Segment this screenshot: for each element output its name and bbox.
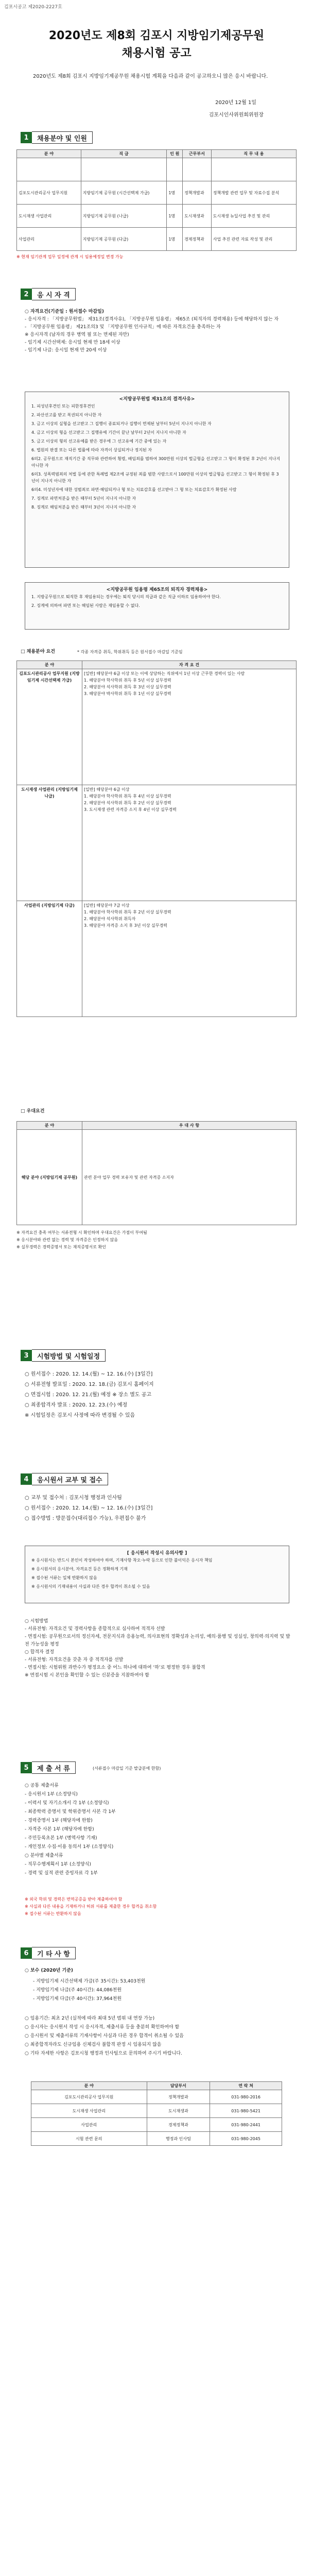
table-row — [17, 1130, 297, 1225]
section-number: 3 — [21, 1350, 32, 1361]
intro-paragraph: 2020년도 제8회 김포시 지방임기제공무원 채용시험 계획을 다음과 같이 공고하오니 많은 응시 바랍니다. — [33, 74, 268, 79]
application-line: ○ 교부 및 접수처 : 김포시청 행정과 인사팀 — [25, 1495, 122, 1501]
section-number: 2 — [21, 289, 32, 300]
section-label: 제 출 서 류 — [32, 1761, 76, 1774]
box-line: ※ 응시원서의 응시분야, 자격요건 등은 정확하게 기재 — [31, 1567, 128, 1571]
issuing-organization: 김포시인사위원회위원장 — [208, 112, 264, 118]
document-line: - 응시원서 1부 (소정양식) — [25, 1792, 78, 1797]
box-title: <지방공무원 임용령 제65조의 퇴직자 경력채용> — [106, 587, 208, 592]
table-cell: 관련 분야 업무 경력 보유자 및 관련 자격증 소지자 — [82, 1130, 297, 1225]
table-row — [17, 181, 297, 205]
application-notice-box — [25, 1546, 289, 1603]
qualification-line: ※ 응시자격 (남자의 경우 병역 필 또는 면제된 자만) — [25, 332, 129, 337]
application-lines — [25, 1493, 292, 1524]
requirements-title: □ 채용분야 요건 — [21, 649, 55, 654]
requirements-table — [16, 660, 297, 1017]
table-header: 분 야 — [17, 1122, 82, 1130]
qualification-line: - 「지방공무원 임용령」 제21조의3 및 「지방공무원 인사규칙」에 따른 자격요건을 충족하는 자 — [25, 325, 221, 330]
application-line: ○ 접수방법 : 방문접수(대리접수 가능), 우편접수 불가 — [25, 1516, 146, 1521]
table-cell: 정책개발과 — [183, 181, 212, 205]
schedule-line: ※ 시험일정은 김포시 사정에 따라 변경될 수 있음 — [25, 1413, 135, 1418]
recruitment-note: ※ 현재 임기관계 업무 일정에 관계 시 임용예정일 변경 가능 — [16, 255, 124, 259]
table-cell — [81, 158, 167, 181]
requirements-note: * 각종 자격증 취득, 학위취득 등은 원서접수 마감일 기준임 — [77, 650, 183, 654]
pay-line: - 지방임기제 시간선택제 가급(주 35시간): 53,403천원 — [33, 1979, 146, 1984]
box-line: 4. 금고 이상의 형을 선고받고 그 집행유예 기간이 끝난 날부터 2년이 지나지 아니한 자 — [31, 430, 186, 435]
section-label: 기 타 사 항 — [32, 1947, 76, 1959]
exam-method-line: - 서류전형: 자격요건 및 경력사항을 종합적으로 심사하여 적격자 선발 — [25, 1626, 165, 1632]
contact-table — [31, 2081, 282, 2146]
table-cell: 1명 — [167, 228, 183, 251]
table-cell: 사업관리 — [31, 2118, 147, 2132]
box-line: 6의2. 공무원으로 재직기간 중 직무와 관련하여 횡령, 배임죄를 범하여 300만원 이상의 벌금형을 선고받고 그 형이 확정된 후 2년이 지나지 아니한 자 — [31, 456, 282, 468]
schedule-lines — [25, 1369, 292, 1421]
table-row — [17, 901, 297, 1017]
disqualification-box — [25, 392, 289, 568]
box-lines — [25, 1556, 289, 1591]
announcement-date: 2020년 12월 1일 — [215, 100, 256, 106]
table-cell: 경제정책과 — [183, 228, 212, 251]
section-number: 5 — [21, 1762, 32, 1773]
box-line: 2. 징계에 의하여 파면 또는 해임된 사람은 재임용할 수 없다. — [31, 603, 140, 608]
preference-table-wrap — [16, 1121, 297, 1251]
table-header: 인 원 — [167, 150, 183, 158]
table-header: 분 야 — [31, 2082, 147, 2090]
table-cell: 031-980-2441 — [210, 2118, 282, 2132]
table-cell: 경제정책과 — [147, 2118, 210, 2132]
table-row — [17, 228, 297, 251]
section-1-heading — [21, 132, 93, 143]
qualification-line: - 응시자격 : 「지방공무원법」 제31조(결격사유), 「지방공무원 임용령」 제65조 (퇴직자의 경력채용) 등에 해당하지 않는 자 — [25, 317, 279, 322]
table-row — [31, 2118, 282, 2132]
table-cell: [일반] 해당분야 7급 이상 1. 해당분야 학사학위 취득 후 2년 이상 실무경력 2. 해당분야 석사학위 취득자 3. 해당분야 자격증 소지 후 3년 이상 실무경력 — [82, 901, 297, 1017]
preference-title: □ 우대요건 — [21, 1109, 45, 1114]
box-line: 6. 법원의 판결 또는 다른 법률에 따라 자격이 상실되거나 정지된 자 — [31, 448, 152, 452]
table-cell — [183, 158, 212, 181]
other-line: ○ 기타 자세한 사항은 김포시청 행정과 인사팀으로 문의하여 주시기 바랍니다. — [25, 2051, 182, 2056]
qualification-heading: ○ 자격요건(기준일 : 원서접수 마감일) — [25, 309, 104, 314]
qualification-line: - 임기제 나급: 응시일 현재 만 20세 이상 — [25, 348, 107, 353]
section-2-heading — [21, 289, 76, 300]
table-cell: 김포도시관리공사 업무지원 — [17, 181, 81, 205]
section-label: 시험방법 및 시험일정 — [32, 1349, 106, 1362]
table-cell: 1명 — [167, 205, 183, 228]
schedule-line: ○ 원서접수 : 2020. 12. 14.(월) ~ 12. 16.(수) [3일간] — [25, 1371, 153, 1377]
box-lines — [25, 592, 289, 610]
other-line: ○ 응시자는 응시원서 작성 시 응시자격, 제출서류 등을 충분히 확인하여야 함 — [25, 2025, 180, 2030]
other-line: ○ 임용기간: 최초 2년 (실적에 따라 최대 5년 범위 내 연장 가능) — [25, 2016, 155, 2021]
schedule-line: ○ 면접시험 : 2020. 12. 21.(월) 예정 ※ 장소 별도 공고 — [25, 1392, 152, 1398]
exam-method-line: ※ 면접시험 시 본인을 확인할 수 있는 신분증을 지참하여야 함 — [25, 1673, 149, 1678]
box-lines — [25, 402, 289, 512]
table-cell: 지방임기제 공무원 (다급) — [81, 228, 167, 251]
qualification-lines — [25, 316, 292, 354]
document-note: ※ 사실과 다른 내용을 기재하거나 허위 서류를 제출한 경우 합격을 취소함 — [25, 1904, 157, 1909]
schedule-line: ○ 최종합격자 발표 : 2020. 12. 23.(수) 예정 — [25, 1402, 128, 1408]
table-cell: 사업관리 — [17, 228, 81, 251]
table-cell: 도시재생 사업관리 (지방임기제 나급) — [17, 785, 82, 901]
exam-method-line: - 서류전형: 자격요건을 갖춘 자 중 적격자를 선발 — [25, 1657, 124, 1663]
preference-table — [16, 1121, 297, 1225]
table-cell: 031-980-2016 — [210, 2090, 282, 2104]
document-line: - 최종학력 증명서 및 학위증명서 사본 각 1부 — [25, 1809, 116, 1815]
document-line: - 자격증 사본 1부 (해당자에 한함) — [25, 1827, 94, 1832]
recruitment-table — [16, 149, 297, 251]
table-row — [17, 669, 297, 785]
application-line: ○ 원서접수 : 2020. 12. 14.(월) ~ 12. 16.(수) [3일간] — [25, 1505, 153, 1511]
box-title: <지방공무원법 제31조의 결격사유> — [119, 397, 195, 402]
table-row — [17, 158, 297, 181]
page-title: 2020년도 제8회 김포시 지방임기제공무원 — [48, 29, 265, 42]
qualification-line: - 임기제 시간선택제: 응시일 현재 만 18세 이상 — [25, 340, 120, 345]
exam-method-line: ○ 시험방법 — [25, 1619, 48, 1624]
document-note: ※ 외국 학위 및 경력은 번역공증을 받아 제출하여야 함 — [25, 1897, 123, 1902]
table-cell: 도시재생과 — [147, 2104, 210, 2118]
table-header: 담당부서 — [147, 2082, 210, 2090]
section-number: 6 — [21, 1947, 32, 1959]
table-cell: 031-980-5421 — [210, 2104, 282, 2118]
document-line: ○ 분야별 제출서류 — [25, 1853, 63, 1858]
table-header: 근무부서 — [183, 150, 212, 158]
preference-note: ※ 자격요건 충족 여부는 서류전형 시 확인하며 우대요건은 가점이 부여됨 — [16, 1230, 147, 1235]
box-line: 6의4. 미성년자에 대한 성범죄로 파면·해임되거나 형 또는 치료감호를 선고받아 그 형 또는 치료감호가 확정된 사람 — [31, 487, 237, 492]
pay-lines — [33, 1977, 290, 2004]
table-cell: 정책개발 관련 업무 및 자료수집 분석 — [211, 181, 296, 205]
box-line: 1. 지방공무원으로 퇴직한 후 재임용되는 경우에는 퇴직 당시의 직급과 같은 직급 이하로 임용하여야 한다. — [31, 595, 221, 599]
table-cell: 시험 관련 문의 — [31, 2132, 147, 2146]
box-line: 3. 금고 이상의 실형을 선고받고 그 집행이 종료되거나 집행이 면제된 날부터 5년이 지나지 아니한 자 — [31, 421, 212, 426]
document-line: - 경력 및 실적 관련 증빙자료 각 1부 — [25, 1871, 98, 1876]
table-cell: 김포도시관리공사 업무지원 (지방임기제 시간선택제 가급) — [17, 669, 82, 785]
table-cell: 도시재생 사업관리 — [17, 205, 81, 228]
document-line: - 개인정보 수집·이용 동의서 1부 (소정양식) — [25, 1844, 114, 1850]
exam-method-lines — [25, 1618, 292, 1680]
page-subtitle: 채용시험 공고 — [121, 47, 192, 60]
table-cell: [일반] 해당분야 6급 이상 또는 이에 상당하는 직위에서 1년 이상 근무한 경력이 있는 사람 1. 해당분야 학사학위 취득 후 5년 이상 실무경력 2. 해당분야 석사학위 취득 후 3년 이상 실무경력 3. 해당분야 박사학위 취득 후 1년 이상 실무경력 — [82, 669, 297, 785]
documents-notes — [25, 1896, 292, 1918]
table-cell: 사업관리 (지방임기제 다급) — [17, 901, 82, 1017]
box-line: 5. 금고 이상의 형의 선고유예를 받은 경우에 그 선고유예 기간 중에 있는 자 — [31, 439, 167, 444]
table-cell: [일반] 해당분야 6급 이상 1. 해당분야 학사학위 취득 후 4년 이상 실무경력 2. 해당분야 석사학위 취득 후 2년 이상 실무경력 3. 도시재생 관련 자격증 소지 후 4년 이상 실무경력 — [82, 785, 297, 901]
document-line: - 직무수행계획서 1부 (소정양식) — [25, 1862, 91, 1867]
table-cell: 해당 분야 (지방임기제 공무원) — [17, 1130, 82, 1225]
box-line: ※ 응시원서의 기재내용이 사실과 다른 경우 합격이 취소될 수 있음 — [31, 1584, 150, 1589]
box-line: 7. 징계로 파면처분을 받은 때부터 5년이 지나지 아니한 자 — [31, 496, 136, 501]
section-6-heading — [21, 1947, 76, 1959]
table-header: 직 무 내 용 — [211, 150, 296, 158]
table-row — [31, 2132, 282, 2146]
table-cell: 031-980-2045 — [210, 2132, 282, 2146]
table-cell: 정책개발과 — [147, 2090, 210, 2104]
document-line: - 주민등록초본 1부 (병역사항 기재) — [25, 1836, 97, 1841]
box-line: 1. 피성년후견인 또는 피한정후견인 — [31, 404, 95, 409]
box-line: ※ 응시원서는 반드시 본인이 작성하여야 하며, 기재사항 착오·누락 등으로 인한 불이익은 응시자 책임 — [31, 1558, 213, 1563]
section-label: 응 시 자 격 — [32, 288, 76, 300]
table-cell: 김포도시관리공사 업무지원 — [31, 2090, 147, 2104]
other-line: ○ 최종합격자라도 신규임용 신체검사 불합격 판정 시 임용되지 않음 — [25, 2042, 162, 2047]
document-line: - 이력서 및 자기소개서 각 1부 (소정양식) — [25, 1801, 109, 1806]
table-cell — [17, 158, 81, 181]
schedule-line: ○ 서류전형 발표일 : 2020. 12. 18.(금) 김포시 홈페이지 — [25, 1382, 154, 1387]
table-cell: 지방임기제 공무원 (나급) — [81, 205, 167, 228]
table-cell: 행정과 인사팀 — [147, 2132, 210, 2146]
preference-note: ※ 실무경력은 경력증명서 또는 재직증명서로 확인 — [16, 1245, 106, 1249]
document-line: ○ 공통 제출서류 — [25, 1783, 59, 1788]
pay-line: - 지방임기제 나급(주 40시간): 44,086천원 — [33, 1988, 122, 1993]
section-3-heading — [21, 1350, 106, 1361]
document-note: ※ 접수된 서류는 반환하지 않음 — [25, 1911, 81, 1916]
table-row — [31, 2090, 282, 2104]
section-4-heading — [21, 1473, 108, 1485]
section-5-heading — [21, 1762, 76, 1773]
pay-heading: ○ 보수 (2020년 기준) — [25, 1968, 73, 1973]
preference-note: ※ 응시분야와 관련 없는 경력 및 자격증은 인정하지 않음 — [16, 1238, 118, 1242]
box-line: 2. 파산선고를 받고 복권되지 아니한 자 — [31, 413, 102, 417]
exam-method-line: - 면접시험: 공무원으로서의 정신자세, 전문지식과 응용능력, 의사표현의 정확성과 논리성, 예의·품행 및 성실성, 창의력·의지력 및 발전 가능성을 평정 — [25, 1634, 290, 1647]
recruitment-table-wrap — [16, 149, 297, 260]
box-line: 8. 징계로 해임처분을 받은 때부터 3년이 지나지 아니한 자 — [31, 505, 136, 510]
table-cell: 도시재생 뉴딜사업 추진 및 관리 — [211, 205, 296, 228]
table-header: 연 락 처 — [210, 2082, 282, 2090]
contact-table-wrap — [31, 2081, 282, 2146]
qualification-block — [25, 308, 292, 354]
table-row — [17, 205, 297, 228]
table-cell: 도시재생 사업관리 — [31, 2104, 147, 2118]
table-cell: 1명 — [167, 181, 183, 205]
table-cell: 사업 추진 관련 자료 작성 및 관리 — [211, 228, 296, 251]
table-header: 우 대 사 항 — [82, 1122, 297, 1130]
announcement-number: 김포시공고 제2020-2227호 — [4, 5, 62, 10]
other-lines — [25, 2014, 292, 2058]
section-number: 4 — [21, 1473, 32, 1485]
table-cell — [211, 158, 296, 181]
section-label: 채용분야 및 인원 — [32, 131, 93, 144]
documents-lines — [25, 1782, 292, 1878]
pay-line: - 지방임기제 다급(주 40시간): 37,964천원 — [33, 1996, 122, 2002]
box-line: ※ 접수된 서류는 일체 반환하지 않음 — [31, 1575, 97, 1580]
table-header: 직 급 — [81, 150, 167, 158]
section-number: 1 — [21, 132, 32, 143]
table-row — [31, 2104, 282, 2118]
other-line: ○ 응시원서 및 제출서류의 기재사항이 사실과 다른 경우 합격이 취소될 수 있음 — [25, 2033, 184, 2039]
table-header: 자 격 요 건 — [82, 661, 297, 669]
exam-method-line: ○ 합격자 결정 — [25, 1650, 55, 1655]
box-title: [ 응시원서 작성시 유의사항 ] — [127, 1551, 187, 1556]
exam-method-line: - 면접시험: 시험위원 과반수가 평정요소 중 어느 하나에 대하여 ‘하’로 평정한 경우 불합격 — [25, 1665, 205, 1670]
retiree-box — [25, 582, 289, 630]
document-line: - 경력증명서 1부 (해당자에 한함) — [25, 1818, 93, 1823]
section-label: 응시원서 교부 및 접수 — [32, 1473, 108, 1485]
table-header: 분 야 — [17, 150, 81, 158]
table-cell: 도시재생과 — [183, 205, 212, 228]
table-header: 분 야 — [17, 661, 82, 669]
documents-note: (서류접수 마감일 기준 발급분에 한함) — [93, 1766, 161, 1771]
table-cell — [167, 158, 183, 181]
table-cell: 지방임기제 공무원 (시간선택제 가급) — [81, 181, 167, 205]
box-line: 6의3. 성폭력범죄의 처벌 등에 관한 특례법 제2조에 규정된 죄를 범한 사람으로서 100만원 이상의 벌금형을 선고받고 그 형이 확정된 후 3년이 지나지 아니한 자 — [31, 472, 279, 483]
table-row — [17, 785, 297, 901]
preference-notes — [16, 1229, 297, 1251]
requirements-table-wrap — [16, 660, 297, 1017]
